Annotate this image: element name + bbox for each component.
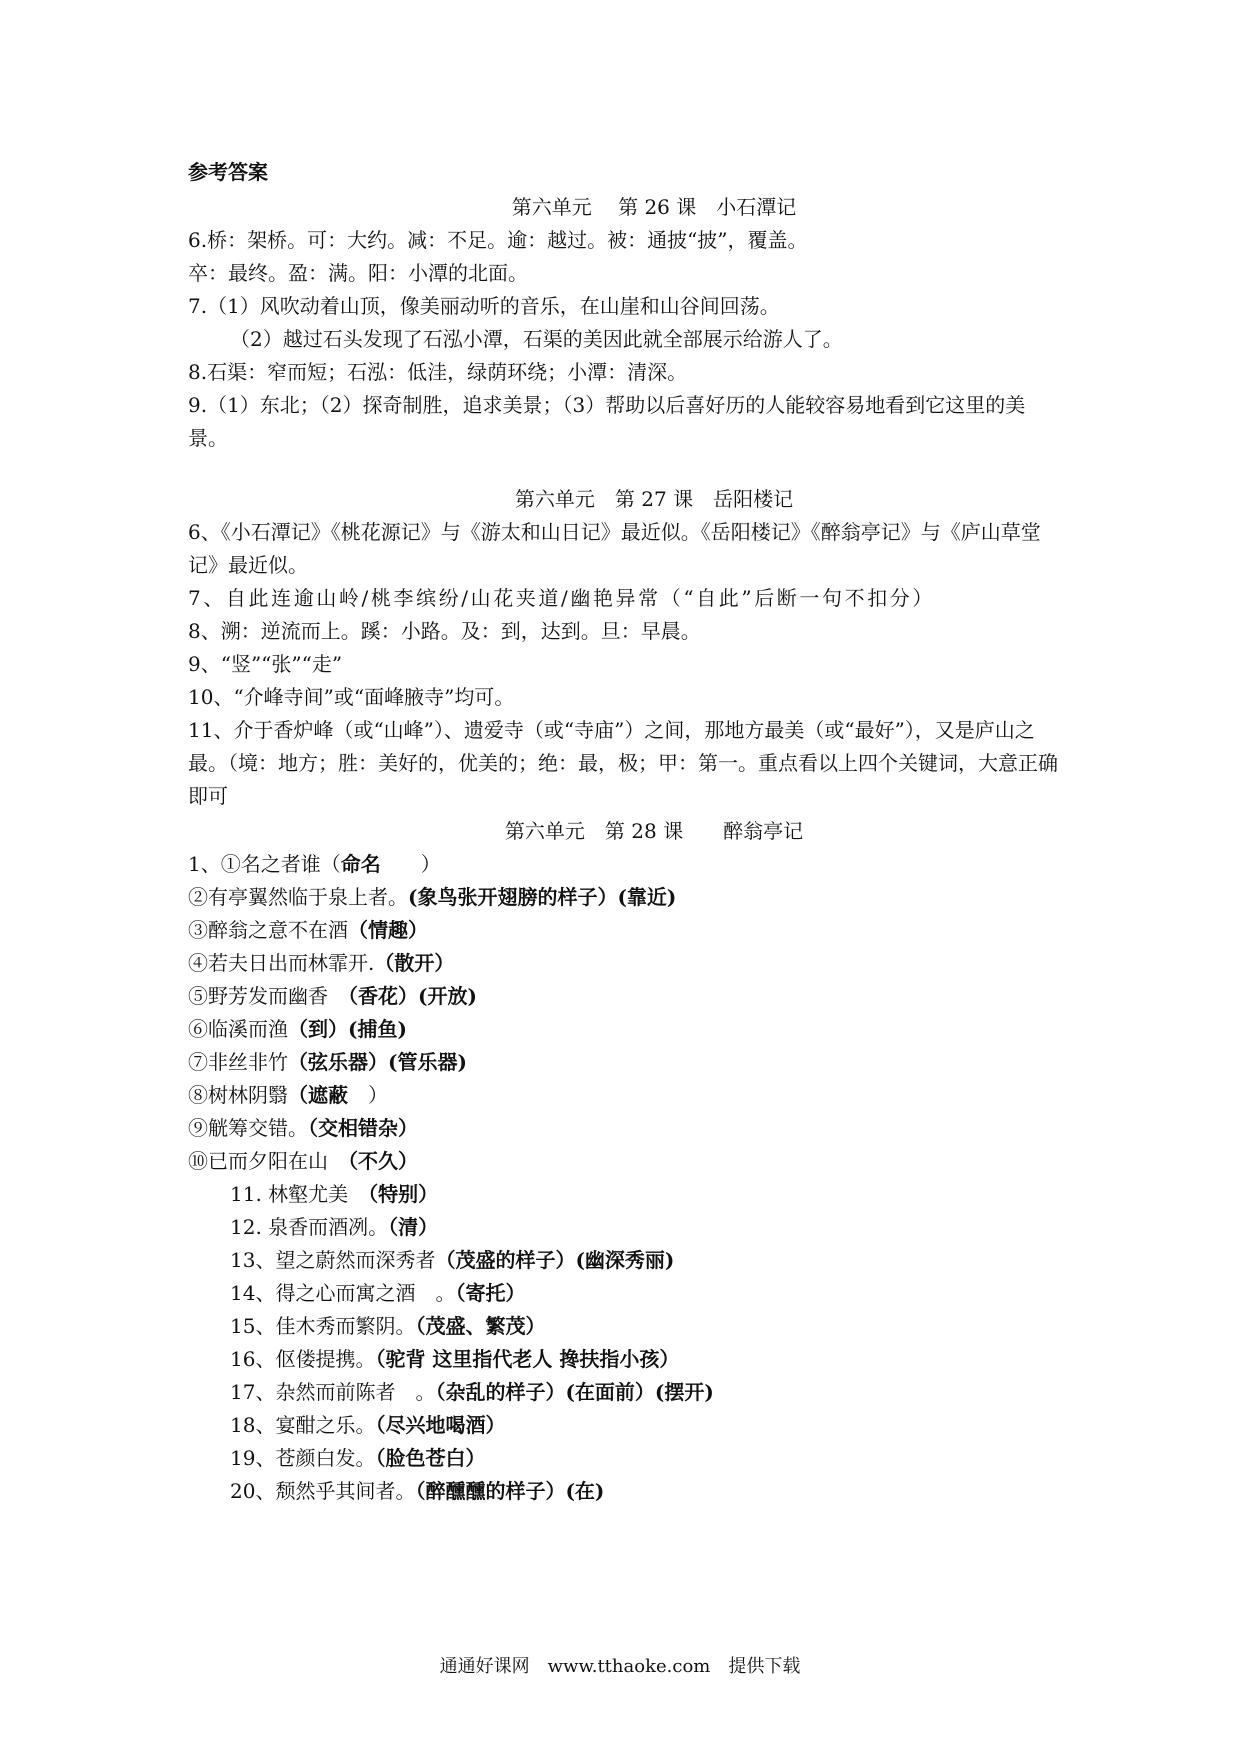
answer-explanation: （茂盛的样子）(幽深秀丽) bbox=[435, 1248, 675, 1272]
answer-item bbox=[188, 980, 1060, 1013]
answer-item bbox=[188, 1013, 1060, 1046]
answer-question: 11. 林壑尤美 bbox=[230, 1182, 369, 1206]
answer-explanation: （驼背 这里指代老人 搀扶指小孩） bbox=[375, 1347, 680, 1371]
answer-question: 1、①名之者谁（ bbox=[188, 852, 341, 876]
answer-explanation: （情趣） bbox=[348, 918, 428, 942]
answer-question: 19、苍颜白发。 bbox=[230, 1446, 376, 1470]
answer-explanation: （弦乐器）(管乐器) bbox=[288, 1050, 467, 1074]
document-body bbox=[188, 156, 1060, 1508]
answer-item bbox=[188, 1112, 1060, 1145]
answer-explanation: （特别） bbox=[368, 1182, 439, 1206]
answer-question: ④若夫日出而林霏开. bbox=[188, 951, 375, 975]
lesson-27-line: 8、溯：逆流而上。蹊：小路。及：到，达到。旦：早晨。 bbox=[188, 619, 701, 643]
answer-question: ⑦非丝非竹 bbox=[188, 1050, 288, 1074]
section-gap bbox=[188, 455, 1060, 483]
section-title-lesson-28: 第六单元 第 28 课 醉翁亭记 bbox=[504, 819, 804, 843]
lesson-28-answer-list bbox=[188, 848, 1060, 1508]
answer-item bbox=[188, 1211, 1060, 1244]
answer-item bbox=[188, 1475, 1060, 1508]
lesson-27-line: 11、介于香炉峰（或“山峰”）、遗爱寺（或“寺庙”）之间，那地方最美（或“最好”），又是庐山之最。（境：地方；胜：美好的，优美的；绝：最，极；甲：第一。重点看以上四个关键词，大意正确即可 bbox=[188, 718, 1058, 808]
lesson-26-line: 6.桥：架桥。可：大约。减：不足。逾：越过。被：通披“披”，覆盖。 bbox=[188, 228, 808, 252]
answer-item bbox=[188, 914, 1060, 947]
answer-question: ⑧树林阴翳 bbox=[188, 1083, 288, 1107]
answer-item bbox=[188, 1376, 1060, 1409]
answer-item bbox=[188, 1277, 1060, 1310]
answer-explanation: （清） bbox=[388, 1215, 439, 1239]
answer-closing: ） bbox=[348, 1083, 388, 1107]
answer-question: ⑨觥筹交错。 bbox=[188, 1116, 308, 1140]
answer-question: 20、颓然乎其间者。 bbox=[230, 1479, 416, 1503]
answer-question: ⑥临溪而渔 bbox=[188, 1017, 288, 1041]
answer-explanation: (象鸟张开翅膀的样子）(靠近) bbox=[408, 885, 677, 909]
lesson-26-line: 8.石渠：窄而短；石泓：低洼，绿荫环绕；小潭：清深。 bbox=[188, 360, 688, 384]
page-footer: 通通好课网 www.tthaoke.com 提供下载 bbox=[439, 1656, 801, 1677]
answer-item bbox=[188, 1343, 1060, 1376]
answer-item bbox=[188, 1046, 1060, 1079]
answer-item bbox=[188, 1310, 1060, 1343]
answer-explanation: （茂盛、繁茂） bbox=[415, 1314, 546, 1338]
answer-item bbox=[188, 881, 1060, 914]
answer-explanation: （杂乱的样子）(在面前）(摆开) bbox=[435, 1380, 714, 1404]
answer-explanation: （醉醺醺的样子）(在) bbox=[415, 1479, 605, 1503]
lesson-27-line: 10、“介峰寺间”或“面峰腋寺”均可。 bbox=[188, 685, 515, 709]
answer-explanation: （遮蔽 bbox=[288, 1083, 348, 1107]
answer-question: 12. 泉香而酒冽。 bbox=[230, 1215, 389, 1239]
answer-question: ⑩已而夕阳在山 bbox=[188, 1149, 348, 1173]
lesson-26-line: 9.（1）东北；（2）探奇制胜，追求美景；（3）帮助以后喜好历的人能较容易地看到它这里的美景。 bbox=[188, 393, 1026, 450]
answer-question: 13、望之蔚然而深秀者 bbox=[230, 1248, 436, 1272]
answer-closing: ） bbox=[380, 852, 441, 876]
section-title-lesson-26: 第六单元 第 26 课 小石潭记 bbox=[511, 195, 797, 219]
answer-explanation: （散开） bbox=[374, 951, 455, 975]
answer-question: 16、伛偻提携。 bbox=[230, 1347, 376, 1371]
answer-question: 14、得之心而寓之酒 。 bbox=[230, 1281, 456, 1305]
answer-explanation: （交相错杂） bbox=[308, 1116, 418, 1140]
lesson-27-line: 6、《小石潭记》《桃花源记》与《游太和山日记》最近似。《岳阳楼记》《醉翁亭记》与《庐山草堂记》最近似。 bbox=[188, 520, 1041, 577]
answer-question: ⑤野芳发而幽香 bbox=[188, 984, 348, 1008]
answer-item bbox=[188, 1409, 1060, 1442]
answer-explanation: （脸色苍白） bbox=[375, 1446, 486, 1470]
lesson-26-line: （2）越过石头发现了石泓小潭，石渠的美因此就全部展示给游人了。 bbox=[230, 327, 843, 351]
answer-item bbox=[188, 1442, 1060, 1475]
answer-item bbox=[188, 1244, 1060, 1277]
answer-explanation: （香花）(开放) bbox=[348, 984, 477, 1008]
lesson-26-line: 7.（1）风吹动着山顶，像美丽动听的音乐，在山崖和山谷间回荡。 bbox=[188, 294, 780, 318]
answer-explanation: （不久） bbox=[348, 1149, 418, 1173]
answer-item bbox=[188, 1178, 1060, 1211]
section-title-lesson-27: 第六单元 第 27 课 岳阳楼记 bbox=[514, 487, 794, 511]
lesson-26-line: 卒：最终。盈：满。阳：小潭的北面。 bbox=[188, 261, 528, 285]
answer-explanation: 命名 bbox=[340, 852, 381, 876]
answer-item bbox=[188, 848, 1060, 881]
answer-item bbox=[188, 947, 1060, 980]
answer-item bbox=[188, 1079, 1060, 1112]
answer-item bbox=[188, 1145, 1060, 1178]
answer-question: 15、佳木秀而繁阴。 bbox=[230, 1314, 416, 1338]
answer-explanation: （到）(捕鱼) bbox=[288, 1017, 407, 1041]
answer-explanation: （尽兴地喝酒） bbox=[375, 1413, 506, 1437]
lesson-27-line: 7、自此连逾山岭/桃李缤纷/山花夹道/幽艳异常（“自此”后断一句不扣分） bbox=[188, 586, 935, 610]
answer-question: ②有亭翼然临于泉上者。 bbox=[188, 885, 408, 909]
answer-question: 18、宴酣之乐。 bbox=[230, 1413, 376, 1437]
answer-heading: 参考答案 bbox=[188, 160, 268, 184]
answer-explanation: （寄托） bbox=[455, 1281, 526, 1305]
answer-question: ③醉翁之意不在酒 bbox=[188, 918, 348, 942]
lesson-27-line: 9、“竖”“张”“走” bbox=[188, 652, 343, 676]
answer-question: 17、杂然而前陈者 。 bbox=[230, 1380, 436, 1404]
